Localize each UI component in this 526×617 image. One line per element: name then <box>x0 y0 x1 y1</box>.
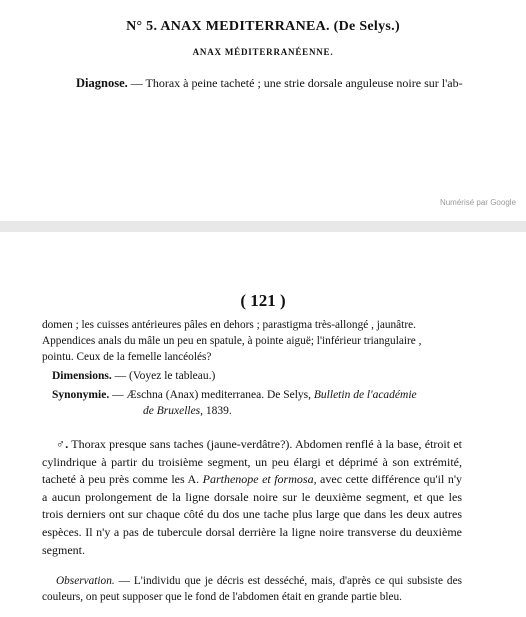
observation-label: Observation. <box>56 575 115 587</box>
page-number: ( 121 ) <box>240 291 286 310</box>
text-line: domen ; les cuisses antérieures pâles en dehors ; parastigma très-allongé , jaunâtre. <box>42 319 416 331</box>
male-description <box>42 436 462 559</box>
observation-paragraph <box>42 574 462 605</box>
diagnose-text: — Thorax à peine tacheté ; une strie dorsale anguleuse noire sur l'ab- <box>127 76 463 90</box>
diagnose-label: Diagnose. <box>76 76 128 90</box>
species-subtitle: ANAX MÉDITERRANÉENNE. <box>192 47 334 57</box>
google-watermark: Numérisé par Google <box>439 198 516 207</box>
page-top <box>0 0 526 221</box>
dimensions-label: Dimensions. <box>52 370 112 382</box>
synonymie-journal: Bulletin de l'académie <box>313 389 417 401</box>
male-symbol: ♂. <box>56 437 69 451</box>
species-title: N° 5. ANAX MEDITERRANEA. (De Selys.) <box>126 19 400 34</box>
diagnose-line <box>76 76 496 91</box>
male-text-1: Thorax presque sans taches (jaune-verdâtre?). Abdomen renflé à la base, étroit et cylindrique à partir du troisième segment, un peu élargi et déprimé à son extrémité, tacheté à peu près comme les A. <box>42 437 462 487</box>
synonymie-label: Synonymie. <box>52 389 110 401</box>
synonymie-journal-cont: de Bruxelles <box>143 405 201 417</box>
male-text-2: , avec cette différence qu'il n'y a aucun prolongement de la ligne dorsale noire sur le deuxième segment, et que les trois derniers ont sur chaque côté du dos une tache plus large que dans les deux autres espèces. Il n'y a pas de tubercule dorsal derrière la ligne noire transverse du deuxième segment. <box>42 472 462 557</box>
description-continued <box>42 317 462 365</box>
page-bottom <box>0 232 526 617</box>
synonymie-line-2 <box>143 405 232 417</box>
synonymie-line <box>52 389 417 401</box>
dimensions-line <box>52 370 215 382</box>
text-line: pointu. Ceux de la femelle lancéolés? <box>42 351 212 363</box>
synonymie-text: — Æschna (Anax) mediterranea. De Selys, <box>109 389 314 401</box>
observation-text: — L'individu que je décris est desséché, mais, d'après ce qui subsiste des couleurs, on peut supposer que le fond de l'abdomen était en grande partie bleu. <box>42 575 462 603</box>
synonymie-year: , 1839. <box>200 405 232 417</box>
text-line: Appendices anals du mâle un peu en spatule, à pointe aiguë; l'inférieur triangulaire , <box>42 335 422 347</box>
male-species-names: Parthenope et formosa <box>202 472 314 487</box>
dimensions-text: — (Voyez le tableau.) <box>111 370 216 382</box>
